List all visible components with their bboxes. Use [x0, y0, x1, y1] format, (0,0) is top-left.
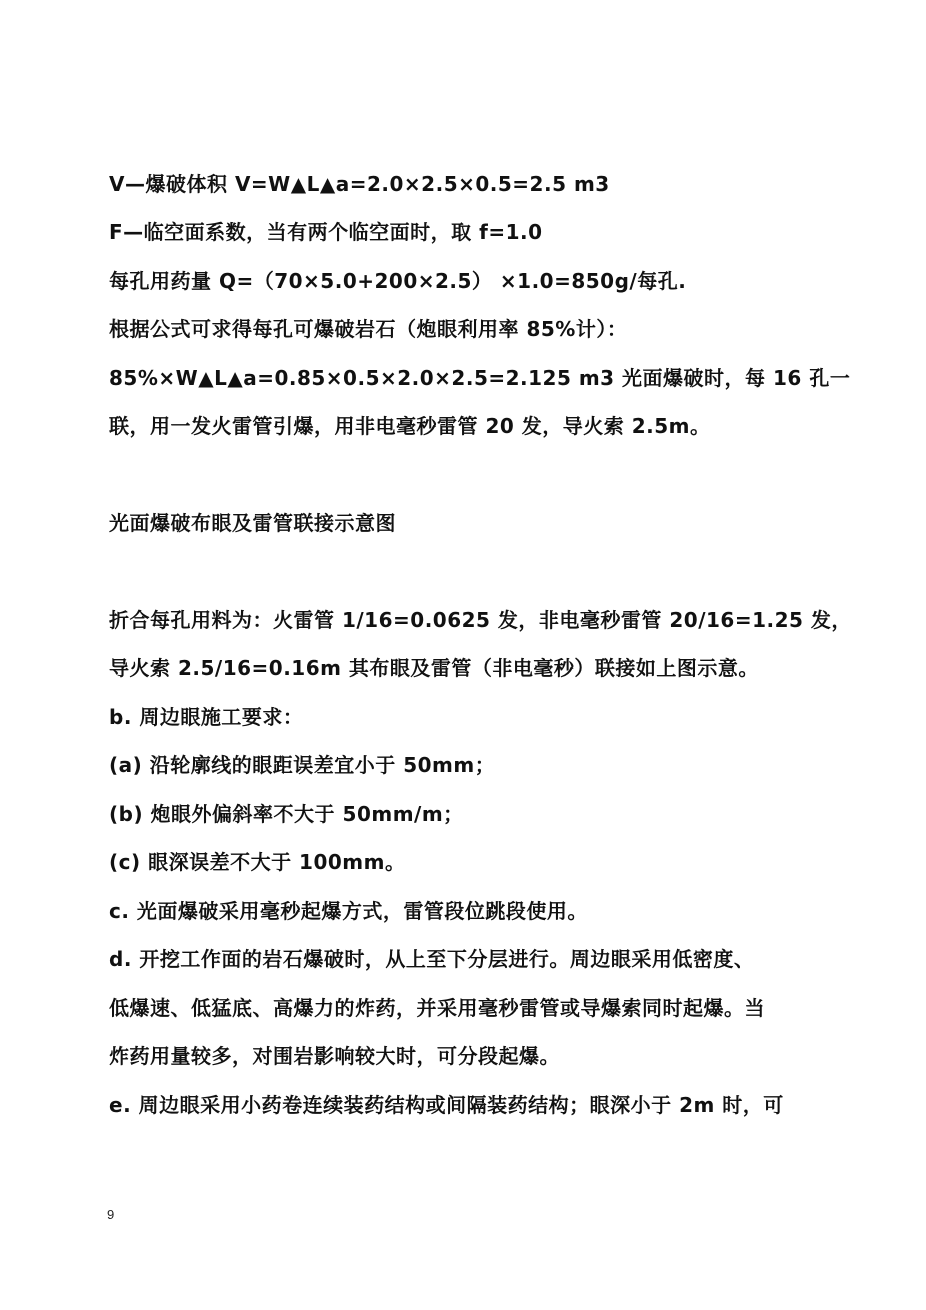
list-item-a: (a) 沿轮廓线的眼距误差宜小于 50mm； — [109, 753, 496, 777]
figure-caption: 光面爆破布眼及雷管联接示意图 — [109, 511, 396, 535]
text-line-section-c: c. 光面爆破采用毫秒起爆方式，雷管段位跳段使用。 — [109, 899, 588, 923]
text-line-section-d-1: d. 开挖工作面的岩石爆破时，从上至下分层进行。周边眼采用低密度、 — [109, 947, 755, 971]
heading-perimeter-hole-requirements: b. 周边眼施工要求： — [109, 705, 304, 729]
list-item-c: (c) 眼深误差不大于 100mm。 — [109, 850, 406, 874]
text-line-free-face-coefficient: F—临空面系数，当有两个临空面时，取 f=1.0 — [109, 220, 543, 244]
text-line-formula-intro: 根据公式可求得每孔可爆破岩石（炮眼利用率 85%计）： — [109, 317, 628, 341]
text-line-rock-per-hole: 85%×W▲L▲a=0.85×0.5×2.0×2.5=2.125 m3 光面爆破时，每 16 孔一 — [109, 366, 851, 390]
text-line-section-d-2: 低爆速、低猛底、高爆力的炸药，并采用毫秒雷管或导爆索同时起爆。当 — [109, 996, 765, 1020]
list-item-b: (b) 炮眼外偏斜率不大于 50mm/m； — [109, 802, 464, 826]
text-line-material-per-hole: 折合每孔用料为：火雷管 1/16=0.0625 发，非电毫秒雷管 20/16=1.25 发， — [109, 608, 852, 632]
text-line-blast-volume: V—爆破体积 V=W▲L▲a=2.0×2.5×0.5=2.5 m3 — [109, 172, 610, 196]
text-line-detonator-usage: 联，用一发火雷管引爆，用非电毫秒雷管 20 发，导火索 2.5m。 — [109, 414, 711, 438]
text-line-section-d-3: 炸药用量较多，对围岩影响较大时，可分段起爆。 — [109, 1044, 560, 1068]
text-line-fuse-per-hole: 导火索 2.5/16=0.16m 其布眼及雷管（非电毫秒）联接如上图示意。 — [109, 656, 759, 680]
text-line-section-e: e. 周边眼采用小药卷连续装药结构或间隔装药结构；眼深小于 2m 时，可 — [109, 1093, 784, 1117]
text-line-charge-per-hole: 每孔用药量 Q=（70×5.0+200×2.5） ×1.0=850g/每孔. — [109, 269, 687, 293]
page-number: 9 — [107, 1207, 115, 1222]
